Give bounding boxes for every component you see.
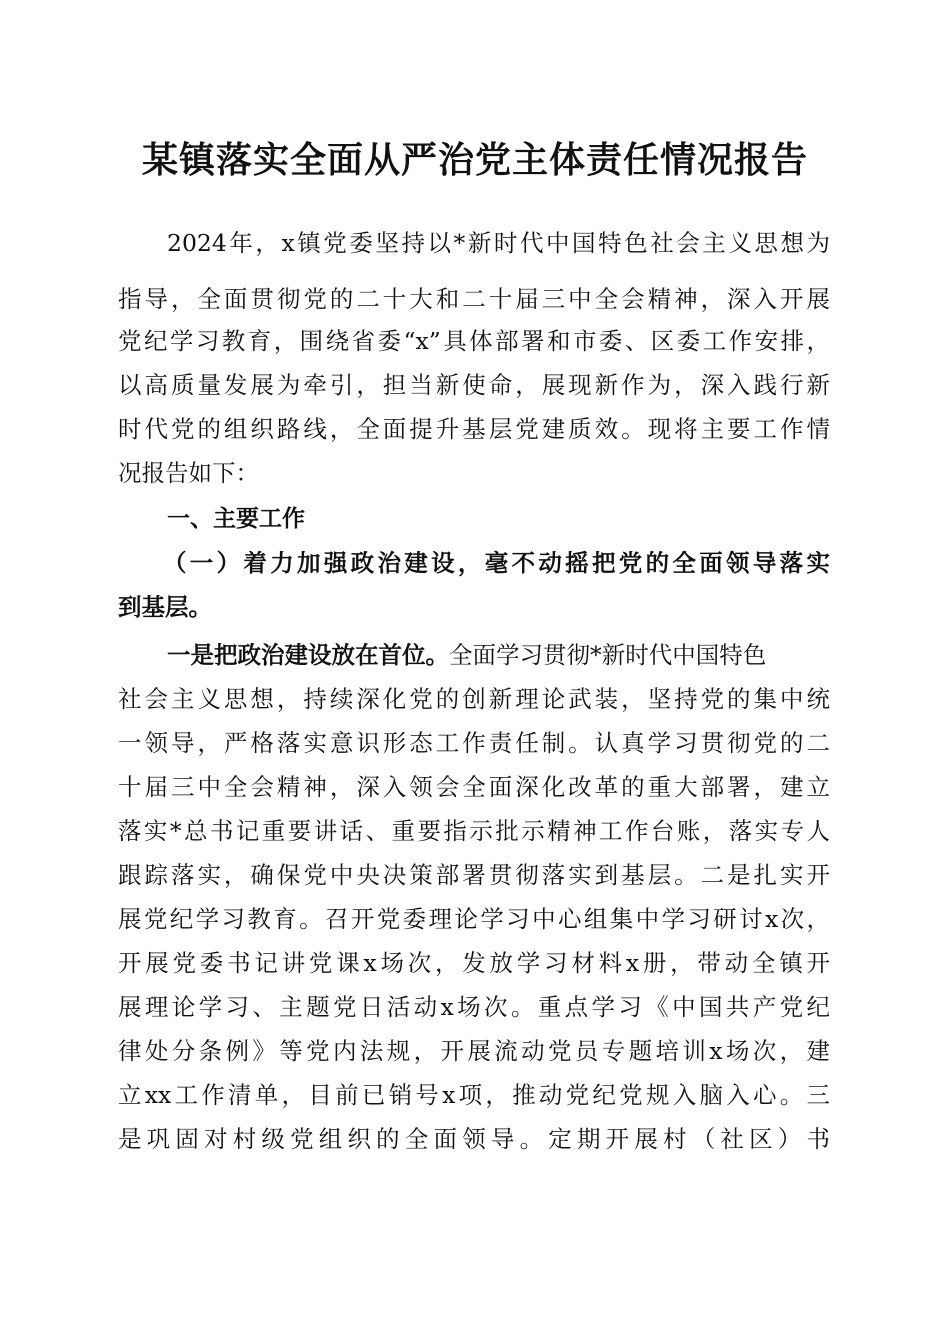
body-line: 开展党委书记讲党课x场次，发放学习材料x册，带动全镇开 (118, 949, 830, 977)
body-first-line-rest: 全面学习贯彻*新时代中国特色 (449, 641, 767, 669)
body-line: 落实*总书记重要讲话、重要指示批示精神工作台账，落实专人 (118, 817, 830, 845)
body-line: 社会主义思想，持续深化党的创新理论武装，坚持党的集中统 (118, 685, 830, 713)
subsection-heading-line: （一）着力加强政治建设，毫不动摇把党的全面领导落实 (163, 549, 830, 577)
body-line: 是巩固对村级党组织的全面领导。定期开展村（社区）书 (118, 1125, 830, 1153)
body-line: 十届三中全会精神，深入领会全面深化改革的重大部署，建立 (118, 773, 830, 801)
section-heading: 一、主要工作 (167, 506, 305, 532)
intro-line: 以高质量发展为牵引，担当新使命，展现新作为，深入践行新 (118, 371, 830, 399)
body-line: 立xx工作清单，目前已销号x项，推动党纪党规入脑入心。三 (118, 1081, 830, 1109)
body-line: 跟踪落实，确保党中央决策部署贯彻落实到基层。二是扎实开 (118, 861, 830, 889)
intro-line: 党纪学习教育，围绕省委“x”具体部署和市委、区委工作安排， (118, 327, 830, 355)
body-line: 律处分条例》等党内法规，开展流动党员专题培训x场次，建 (118, 1037, 830, 1065)
intro-line: 指导，全面贯彻党的二十大和二十届三中全会精神，深入开展 (118, 285, 830, 313)
subsection-heading-line: 到基层。 (118, 593, 212, 621)
body-line: 一领导，严格落实意识形态工作责任制。认真学习贯彻党的二 (118, 729, 830, 757)
body-lead-phrase: 一是把政治建设放在首位。 (167, 641, 449, 669)
body-line: 展理论学习、主题党日活动x场次。重点学习《中国共产党纪 (118, 993, 830, 1021)
document-title: 某镇落实全面从严治党主体责任情况报告 (141, 139, 808, 181)
body-line: 展党纪学习教育。召开党委理论学习中心组集中学习研讨x次， (118, 905, 830, 933)
intro-line: 2024年，x镇党委坚持以*新时代中国特色社会主义思想为 (167, 229, 830, 257)
intro-line: 况报告如下： (118, 459, 259, 487)
body-first-line (167, 634, 830, 676)
intro-line: 时代党的组织路线，全面提升基层党建质效。现将主要工作情 (118, 415, 830, 443)
